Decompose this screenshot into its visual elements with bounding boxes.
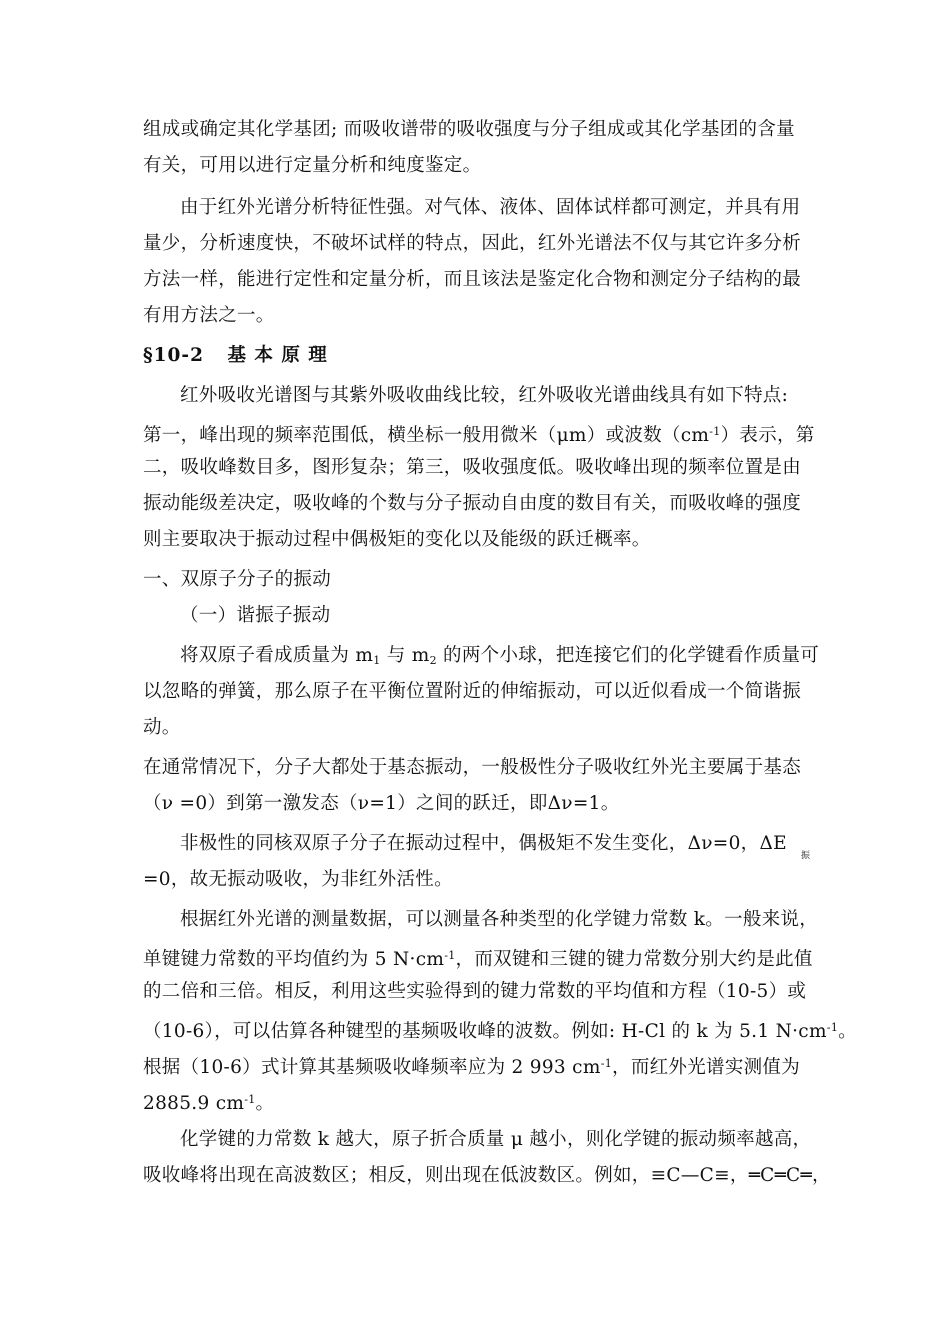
paragraph-line: 2885.9 $cm^{-1}$。 bbox=[143, 1093, 275, 1114]
paragraph-line: =0，故无振动吸收，为非红外活性。 bbox=[143, 869, 453, 890]
paragraph-line: 则主要取决于振动过程中偶极矩的变化以及能级的跃迁概率。 bbox=[143, 529, 651, 550]
section-title: 基 本 原 理 bbox=[227, 345, 328, 366]
section-heading bbox=[143, 341, 328, 371]
paragraph-line: 在通常情况下，分子大都处于基态振动，一般极性分子吸收红外光主要属于基态 bbox=[143, 757, 802, 778]
paragraph-line: 单键键力常数的平均值约为 5 $N\cdot cm^{-1}$，而双键和三键的键力常数分别大约是此值 bbox=[143, 949, 813, 970]
paragraph-line: 二，吸收峰数目多，图形复杂；第三，吸收强度低。吸收峰出现的频率位置是由 bbox=[143, 457, 802, 478]
paragraph-line: 有用方法之一。 bbox=[143, 305, 275, 326]
paragraph-line: 振动能级差决定，吸收峰的个数与分子振动自由度的数目有关，而吸收峰的强度 bbox=[143, 493, 802, 514]
paragraph-line: 根据红外光谱的测量数据，可以测量各种类型的化学键力常数 k。一般来说， bbox=[180, 909, 819, 930]
paragraph-line: （10-6），可以估算各种键型的基频吸收峰的波数。例如: H-Cl 的 k 为 5.1 $N\cdot cm^{-1}$。 bbox=[143, 1021, 857, 1042]
paragraph-line: 根据（10-6）式计算其基频吸收峰频率应为 2 993 $cm^{-1}$，而红外光谱实测值为 bbox=[143, 1057, 801, 1078]
section-number: §10-2 bbox=[143, 345, 204, 366]
subheading: 一、双原子分子的振动 bbox=[143, 569, 332, 590]
paragraph-line: 有关，可用以进行定量分析和纯度鉴定。 bbox=[143, 155, 482, 176]
paragraph-line: 第一，峰出现的频率范围低，横坐标一般用微米（μm）或波数$(cm^{-1})$表示，第 bbox=[143, 425, 815, 446]
paragraph-line: 由于红外光谱分析特征性强。对气体、液体、固体试样都可测定，并具有用 bbox=[180, 197, 801, 218]
paragraph-line: 以忽略的弹簧，那么原子在平衡位置附近的伸缩振动，可以近似看成一个简谐振 bbox=[143, 681, 802, 702]
paragraph-line: 化学键的力常数 k 越大，原子折合质量 μ 越小，则化学键的振动频率越高， bbox=[180, 1129, 812, 1150]
paragraph-line: 组成或确定其化学基团; 而吸收谱带的吸收强度与分子组成或其化学基团的含量 bbox=[143, 119, 795, 140]
paragraph-line: 非极性的同核双原子分子在振动过程中，偶极矩不发生变化，Δν=0，$\Delta E_振$ bbox=[180, 833, 811, 861]
paragraph-line: 将双原子看成质量为 $m_1$ 与 $m_2$ 的两个小球，把连接它们的化学键看作质量可 bbox=[180, 645, 820, 667]
paragraph-line: 红外吸收光谱图与其紫外吸收曲线比较，红外吸收光谱曲线具有如下特点: bbox=[180, 385, 789, 406]
paragraph-line: 量少，分析速度快，不破坏试样的特点，因此，红外光谱法不仅与其它许多分析 bbox=[143, 233, 802, 254]
paragraph-line: （ν =0）到第一激发态（ν=1）之间的跃迁，即Δν=1。 bbox=[143, 793, 620, 814]
paragraph-line: 方法一样，能进行定性和定量分析，而且该法是鉴定化合物和测定分子结构的最 bbox=[143, 269, 802, 290]
paragraph-line: 动。 bbox=[143, 717, 181, 738]
subheading: （一）谐振子振动 bbox=[180, 605, 331, 626]
paragraph-line: 的二倍和三倍。相反，利用这些实验得到的键力常数的平均值和方程（10-5）或 bbox=[143, 981, 807, 1002]
paragraph-line: 吸收峰将出现在高波数区；相反，则出现在低波数区。例如，≡C—C≡，═C═C═， bbox=[143, 1165, 831, 1186]
